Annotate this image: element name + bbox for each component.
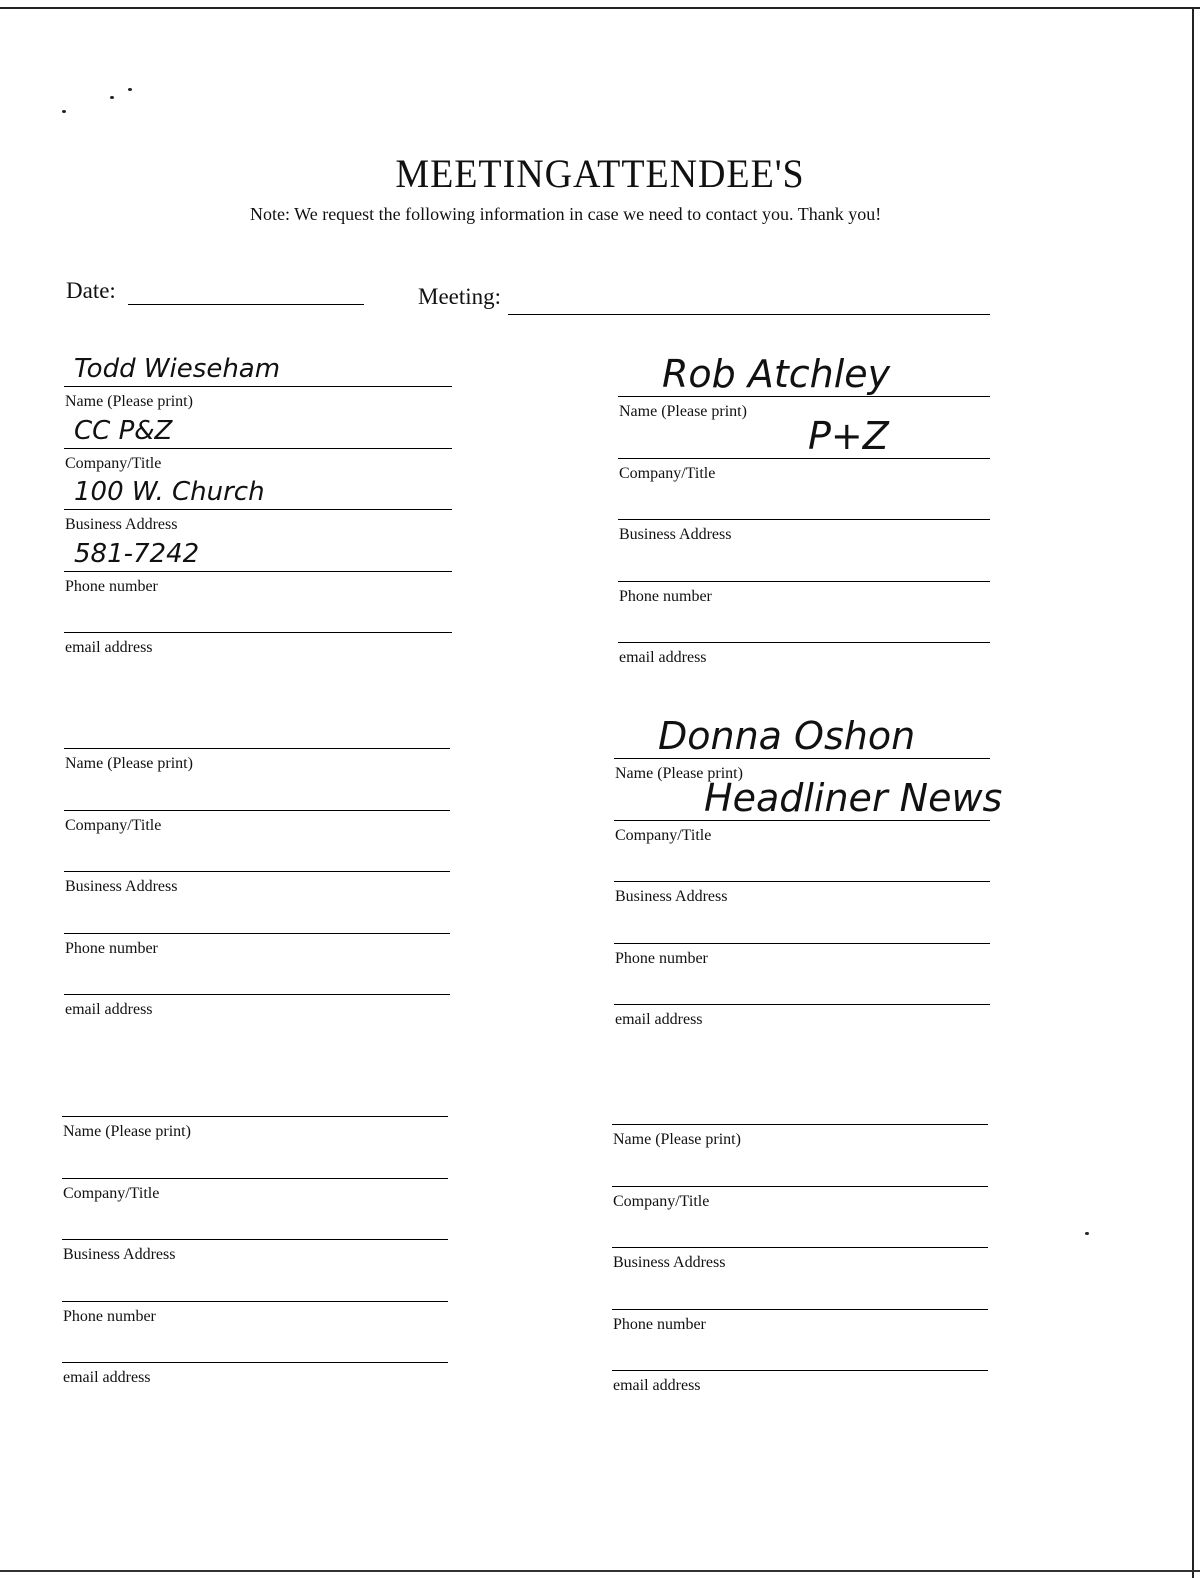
form-note: Note: We request the following information in case we need to contact you. Thank you! <box>250 204 882 224</box>
name-label: Name (Please print) <box>615 765 743 782</box>
company-title-label: Company/Title <box>613 1193 710 1210</box>
form-title: MEETINGATTENDEE'S <box>395 151 805 196</box>
email-address-line[interactable] <box>612 1370 988 1371</box>
company-title-line[interactable] <box>62 1178 448 1179</box>
business-address-label: Business Address <box>613 1254 726 1271</box>
page-border-bottom <box>0 1570 1200 1572</box>
handwritten-name: Todd Wieseham <box>74 354 281 384</box>
phone-number-line[interactable] <box>64 933 450 934</box>
name-label: Name (Please print) <box>613 1131 741 1148</box>
email-address-line[interactable] <box>618 642 990 643</box>
company-title-label: Company/Title <box>615 827 712 844</box>
name-line[interactable] <box>62 1116 448 1117</box>
phone-number-label: Phone number <box>613 1316 706 1333</box>
handwritten-company-title: P+Z <box>808 414 889 458</box>
page-border-right <box>1192 7 1194 1578</box>
business-address-line[interactable] <box>612 1247 988 1248</box>
phone-number-line[interactable] <box>618 581 990 582</box>
phone-number-line[interactable] <box>62 1301 448 1302</box>
name-line[interactable] <box>614 758 990 759</box>
name-label: Name (Please print) <box>63 1123 191 1140</box>
company-title-line[interactable] <box>64 810 450 811</box>
scan-speck <box>1085 1232 1089 1235</box>
phone-number-label: Phone number <box>615 950 708 967</box>
company-title-label: Company/Title <box>63 1185 160 1202</box>
phone-number-line[interactable] <box>64 571 452 572</box>
handwritten-company-title: Headliner News <box>704 776 1003 820</box>
email-address-label: email address <box>613 1377 701 1394</box>
phone-number-line[interactable] <box>614 943 990 944</box>
business-address-line[interactable] <box>614 881 990 882</box>
handwritten-phone-number: 581-7242 <box>74 539 200 569</box>
handwritten-business-address: 100 W. Church <box>74 477 265 507</box>
business-address-line[interactable] <box>64 509 452 510</box>
business-address-label: Business Address <box>63 1246 176 1263</box>
handwritten-name: Donna Oshon <box>658 714 916 758</box>
email-address-label: email address <box>65 1001 153 1018</box>
page-border-top <box>0 7 1200 9</box>
company-title-line[interactable] <box>618 458 990 459</box>
email-address-line[interactable] <box>614 1004 990 1005</box>
name-line[interactable] <box>64 386 452 387</box>
name-line[interactable] <box>64 748 450 749</box>
name-line[interactable] <box>618 396 990 397</box>
business-address-label: Business Address <box>615 888 728 905</box>
date-label: Date: <box>66 278 116 303</box>
phone-number-label: Phone number <box>65 940 158 957</box>
business-address-label: Business Address <box>65 878 178 895</box>
business-address-label: Business Address <box>65 516 178 533</box>
email-address-label: email address <box>615 1011 703 1028</box>
business-address-label: Business Address <box>619 526 732 543</box>
company-title-label: Company/Title <box>65 455 162 472</box>
company-title-line[interactable] <box>64 448 452 449</box>
business-address-line[interactable] <box>618 519 990 520</box>
business-address-line[interactable] <box>64 871 450 872</box>
company-title-label: Company/Title <box>619 465 716 482</box>
email-address-line[interactable] <box>62 1362 448 1363</box>
name-label: Name (Please print) <box>65 755 193 772</box>
business-address-line[interactable] <box>62 1239 448 1240</box>
phone-number-label: Phone number <box>619 588 712 605</box>
handwritten-company-title: CC P&Z <box>74 416 173 446</box>
company-title-line[interactable] <box>614 820 990 821</box>
email-address-line[interactable] <box>64 632 452 633</box>
date-line[interactable] <box>128 304 364 305</box>
name-label: Name (Please print) <box>65 393 193 410</box>
phone-number-line[interactable] <box>612 1309 988 1310</box>
phone-number-label: Phone number <box>65 578 158 595</box>
scan-speck <box>110 96 114 99</box>
scan-speck <box>62 110 66 113</box>
scan-speck <box>128 88 132 91</box>
email-address-label: email address <box>63 1369 151 1386</box>
company-title-line[interactable] <box>612 1186 988 1187</box>
name-label: Name (Please print) <box>619 403 747 420</box>
email-address-label: email address <box>65 639 153 656</box>
handwritten-name: Rob Atchley <box>662 352 891 396</box>
name-line[interactable] <box>612 1124 988 1125</box>
meeting-line[interactable] <box>508 314 990 315</box>
email-address-label: email address <box>619 649 707 666</box>
phone-number-label: Phone number <box>63 1308 156 1325</box>
company-title-label: Company/Title <box>65 817 162 834</box>
email-address-line[interactable] <box>64 994 450 995</box>
meeting-label: Meeting: <box>418 284 502 309</box>
